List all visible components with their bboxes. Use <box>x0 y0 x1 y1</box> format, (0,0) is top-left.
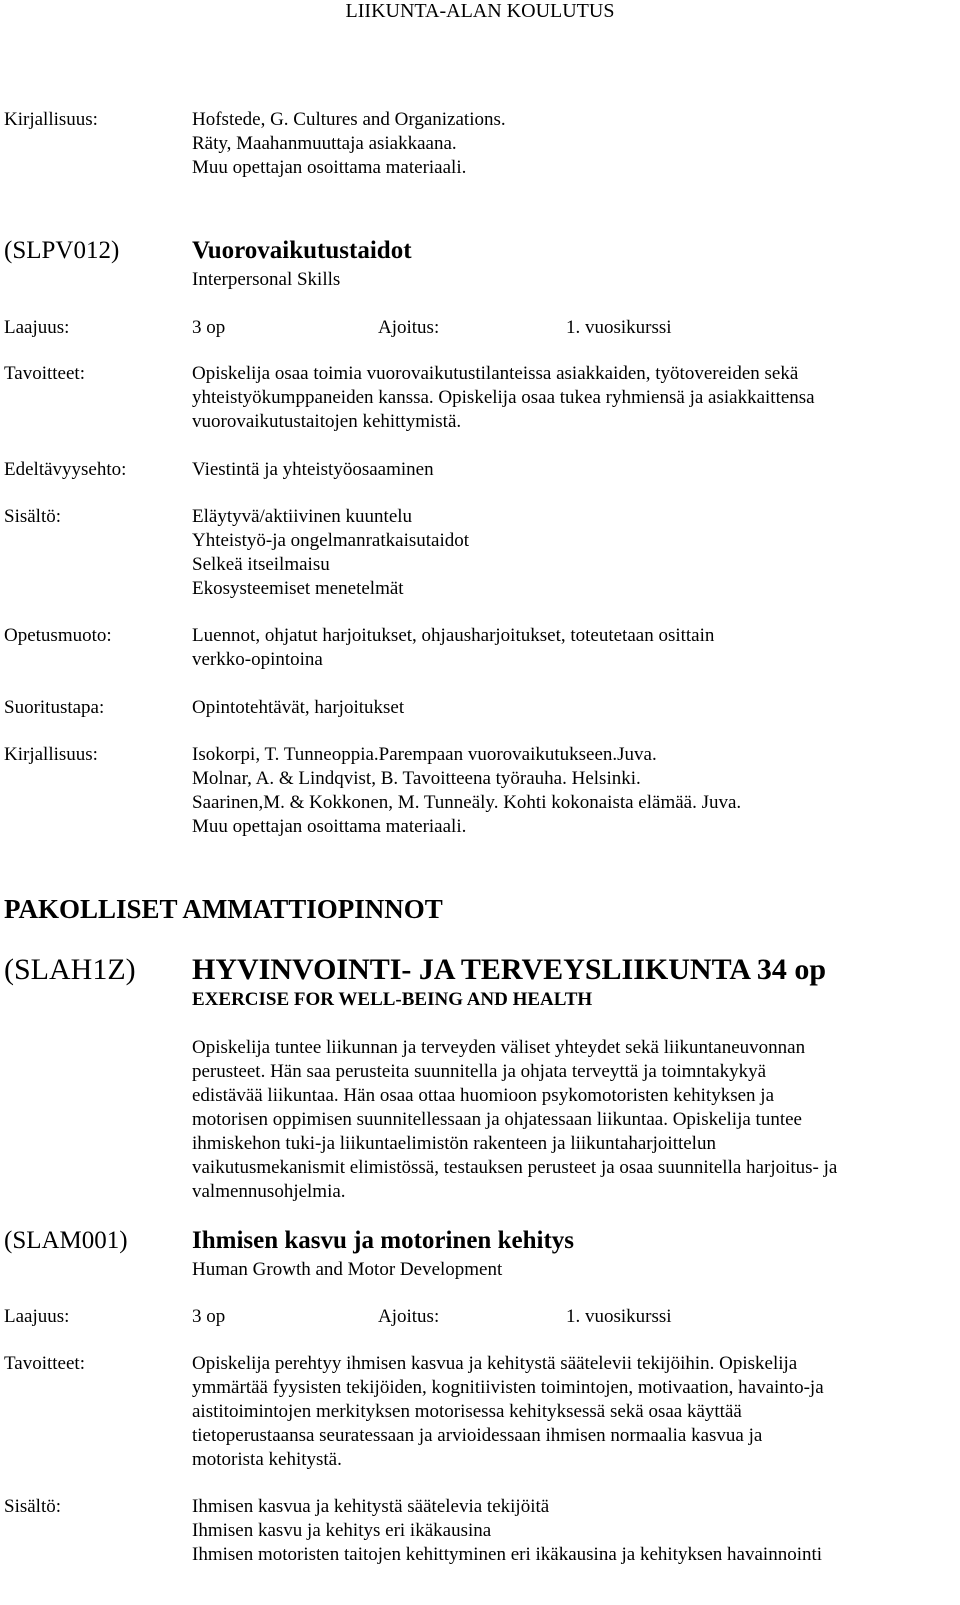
text-line: verkko-opintoina <box>192 649 323 670</box>
edeltavyysehto-value: Viestintä ja yhteistyöosaaminen <box>192 459 434 480</box>
ajoitus-value: 1. vuosikurssi <box>566 1306 672 1327</box>
ajoitus-label: Ajoitus: <box>378 1306 440 1327</box>
tavoitteet-label: Tavoitteet: <box>4 363 85 384</box>
kirjallisuus-list <box>192 743 741 839</box>
text-line: tietoperustaansa seuratessaan ja arvioidessaan ihmisen normaalia kasvua ja <box>192 1425 763 1446</box>
tavoitteet-text <box>192 362 815 434</box>
sisalto-label: Sisältö: <box>4 506 62 527</box>
kirjallisuus-list <box>192 108 506 180</box>
sisalto-list <box>192 1495 822 1567</box>
ajoitus-value: 1. vuosikurssi <box>566 317 672 338</box>
text-line: Opiskelija tuntee liikunnan ja terveyden väliset yhteydet sekä liikuntaneuvonnan <box>192 1037 806 1058</box>
sisalto-list <box>192 505 469 601</box>
text-line: Opiskelija perehtyy ihmisen kasvua ja kehitystä säätelevii tekijöihin. Opiskelija <box>192 1353 798 1374</box>
list-item: Ihmisen kasvua ja kehitystä säätelevia tekijöitä <box>192 1496 550 1517</box>
text-line: aistitoimintojen merkityksen motorisessa kehityksessä sekä osaa käyttää <box>192 1401 742 1422</box>
ajoitus-label: Ajoitus: <box>378 317 440 338</box>
edeltavyysehto-label: Edeltävyysehto: <box>4 459 127 480</box>
text-line: yhteistyökumppaneiden kanssa. Opiskelija osaa tukea ryhmiensä ja asiakkaittensa <box>192 387 815 408</box>
tavoitteet-label: Tavoitteet: <box>4 1353 85 1374</box>
literature-item: Muu opettajan osoittama materiaali. <box>192 816 467 837</box>
suoritustapa-label: Suoritustapa: <box>4 697 105 718</box>
section-heading: PAKOLLISET AMMATTIOPINNOT <box>4 894 443 924</box>
laajuus-label: Laajuus: <box>4 317 70 338</box>
module-description <box>192 1036 837 1204</box>
list-item: Yhteistyö-ja ongelmanratkaisutaidot <box>192 530 470 551</box>
literature-item: Hofstede, G. Cultures and Organizations. <box>192 109 506 130</box>
literature-item: Saarinen,M. & Kokkonen, M. Tunneäly. Kohti kokonaista elämää. Juva. <box>192 792 742 813</box>
module-code: (SLAH1Z) <box>4 953 136 986</box>
course-title: Vuorovaikutustaidot <box>192 237 412 264</box>
suoritustapa-value: Opintotehtävät, harjoitukset <box>192 697 405 718</box>
kirjallisuus-label: Kirjallisuus: <box>4 109 98 130</box>
sisalto-label: Sisältö: <box>4 1496 62 1517</box>
text-line: valmennusohjelmia. <box>192 1181 346 1202</box>
literature-item: Muu opettajan osoittama materiaali. <box>192 157 467 178</box>
text-line: motorista kehitystä. <box>192 1449 342 1470</box>
text-line: vuorovaikutustaitojen kehittymistä. <box>192 411 462 432</box>
laajuus-label: Laajuus: <box>4 1306 70 1327</box>
page-header: LIIKUNTA-ALAN KOULUTUS <box>345 0 615 22</box>
tavoitteet-text <box>192 1352 824 1472</box>
opetusmuoto-text <box>192 624 714 672</box>
text-line: perusteet. Hän saa perusteita suunnitella ja ohjata terveyttä ja toimntakykyä <box>192 1061 767 1082</box>
literature-item: Isokorpi, T. Tunneoppia.Parempaan vuorovaikutukseen.Juva. <box>192 744 657 765</box>
kirjallisuus-label: Kirjallisuus: <box>4 744 98 765</box>
laajuus-value: 3 op <box>192 1306 226 1327</box>
list-item: Selkeä itseilmaisu <box>192 554 330 575</box>
course-subtitle: Human Growth and Motor Development <box>192 1259 503 1280</box>
literature-item: Räty, Maahanmuuttaja asiakkaana. <box>192 133 457 154</box>
text-line: edistävää liikuntaa. Hän osaa ottaa huomioon psykomotoristen kehityksen ja <box>192 1085 775 1106</box>
list-item: Ihmisen motoristen taitojen kehittyminen eri ikäkausina ja kehityksen havainnointi <box>192 1544 823 1565</box>
module-subtitle: EXERCISE FOR WELL-BEING AND HEALTH <box>192 989 593 1010</box>
course-title: Ihmisen kasvu ja motorinen kehitys <box>192 1227 574 1254</box>
list-item: Ekosysteemiset menetelmät <box>192 578 404 599</box>
text-line: Opiskelija osaa toimia vuorovaikutustilanteissa asiakkaiden, työtovereiden sekä <box>192 363 799 384</box>
course-code: (SLAM001) <box>4 1227 128 1254</box>
opetusmuoto-label: Opetusmuoto: <box>4 625 112 646</box>
text-line: vaikutusmekanismit elimistössä, testauksen perusteet ja osaa suunnitella harjoitus- ja <box>192 1157 838 1178</box>
text-line: motorisen oppimisen suunnitellessaan ja ohjatessaan liikuntaa. Opiskelija tuntee <box>192 1109 802 1130</box>
course-subtitle: Interpersonal Skills <box>192 269 341 290</box>
course-code: (SLPV012) <box>4 237 120 264</box>
list-item: Ihmisen kasvu ja kehitys eri ikäkausina <box>192 1520 492 1541</box>
module-title: HYVINVOINTI- JA TERVEYSLIIKUNTA 34 op <box>192 953 827 986</box>
laajuus-value: 3 op <box>192 317 226 338</box>
literature-item: Molnar, A. & Lindqvist, B. Tavoitteena työrauha. Helsinki. <box>192 768 641 789</box>
text-line: ihmiskehon tuki-ja liikuntaelimistön rakenteen ja liikuntaharjoittelun <box>192 1133 716 1154</box>
text-line: ymmärtää fyysisten tekijöiden, kognitiivisten toimintojen, motivaation, havainto-ja <box>192 1377 824 1398</box>
text-line: Luennot, ohjatut harjoitukset, ohjausharjoitukset, toteutetaan osittain <box>192 625 715 646</box>
list-item: Eläytyvä/aktiivinen kuuntelu <box>192 506 413 527</box>
